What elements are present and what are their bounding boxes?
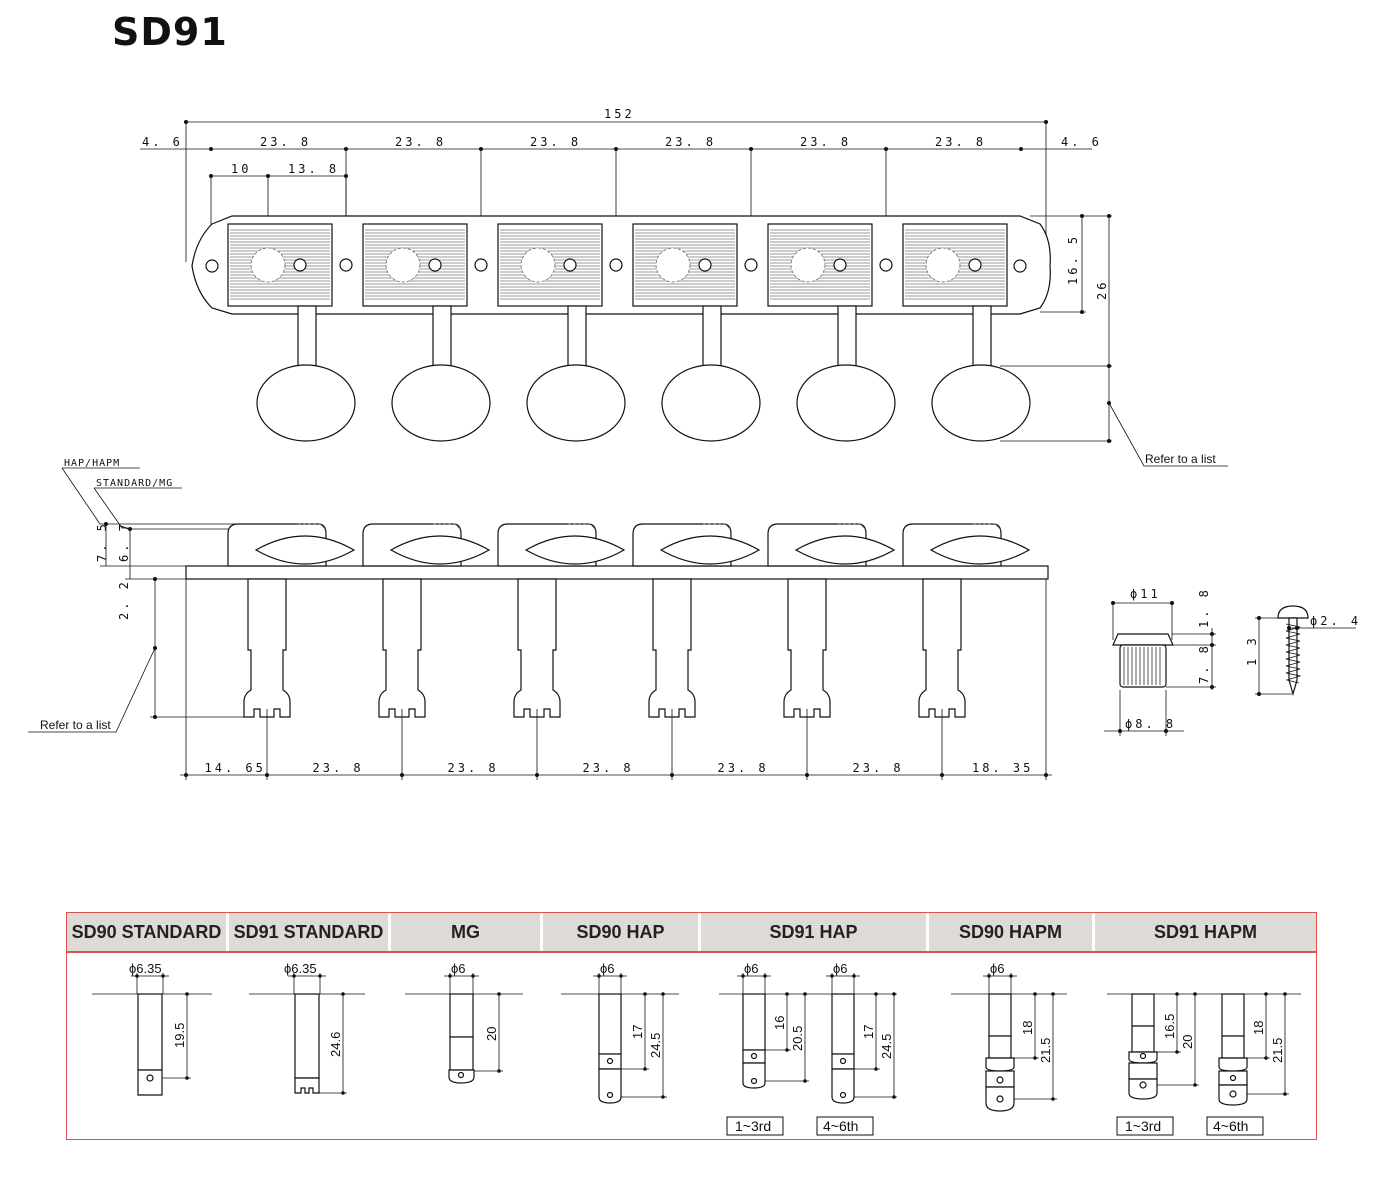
standard-label: STANDARD/MG	[96, 478, 174, 489]
bottom-dim-label: 23. 8	[852, 761, 904, 775]
sd91-hap-range-b: 4~6th	[823, 1118, 859, 1134]
sd91-hap-dia-b: ϕ6	[833, 961, 848, 976]
bushing-top-dia: ϕ11	[1130, 587, 1161, 601]
hap-label: HAP/HAPM	[64, 458, 121, 469]
sd90-std-dia: ϕ6.35	[129, 961, 162, 976]
edge-right-label: 4. 6	[1061, 135, 1102, 149]
sd91-hap-outer-a: 20.5	[790, 1025, 805, 1051]
edge-left-label: 4. 6	[142, 135, 183, 149]
variant-mg	[405, 961, 523, 1083]
side-callout: Refer to a list	[40, 718, 111, 732]
sub-dim-b-label: 13. 8	[288, 162, 340, 176]
sd90-hapm-inner: 18	[1020, 1020, 1035, 1035]
sd91-hapm-inner-b: 18	[1251, 1020, 1266, 1035]
spacing-label: 23. 8	[530, 135, 582, 149]
side-view	[28, 458, 1052, 780]
sd91-hapm-range-a: 1~3rd	[1125, 1118, 1162, 1134]
header-sd91-hap: SD91 HAP	[701, 913, 929, 951]
overall-length-label: 152	[604, 107, 635, 121]
variant-sd90-standard	[92, 961, 212, 1095]
variant-sd91-standard	[249, 961, 365, 1095]
tuner-unit-side	[363, 524, 489, 780]
bottom-dim-label: 14. 65	[204, 761, 266, 775]
sd91-hap-outer-b: 24.5	[879, 1033, 894, 1059]
sd90-hapm-dia: ϕ6	[990, 961, 1005, 976]
top-callout: Refer to a list	[1145, 452, 1216, 466]
bushing-drawing	[1104, 587, 1216, 736]
sd90-hap-outer: 24.5	[648, 1032, 663, 1058]
total-height-label: 26	[1095, 279, 1109, 300]
tuner-unit-side	[228, 524, 354, 780]
spacing-label: 23. 8	[800, 135, 852, 149]
header-sd90-standard: SD90 STANDARD	[67, 913, 229, 951]
sd91-hap-range-a: 1~3rd	[735, 1118, 772, 1134]
variant-sd90-hap	[561, 961, 679, 1103]
sd90-hap-dia: ϕ6	[600, 961, 615, 976]
side-plate-label: 2. 2	[117, 579, 131, 620]
sd91-hapm-range-b: 4~6th	[1213, 1118, 1249, 1134]
mg-dia: ϕ6	[451, 961, 466, 976]
spacing-label: 23. 8	[665, 135, 717, 149]
mg-len: 20	[484, 1026, 499, 1041]
screw-drawing	[1245, 606, 1361, 696]
std-height-label: 6. 7	[117, 521, 131, 562]
sd90-std-len: 19.5	[172, 1022, 187, 1048]
bottom-dim-label: 23. 8	[312, 761, 364, 775]
plate-height-label: 16. 5	[1066, 233, 1080, 285]
sd91-hapm-outer-b: 21.5	[1270, 1037, 1285, 1063]
page-title: SD91	[112, 10, 228, 54]
sd91-hapm-outer-a: 20	[1180, 1034, 1195, 1049]
screw-length-label: 1 3	[1245, 635, 1259, 666]
spacing-label: 23. 8	[260, 135, 312, 149]
variant-sd91-hap	[719, 961, 897, 1135]
bottom-dim-label: 23. 8	[582, 761, 634, 775]
screw-dia-label: ϕ2. 4	[1310, 614, 1362, 628]
sd91-hapm-inner-a: 16.5	[1162, 1013, 1177, 1039]
header-sd90-hapm: SD90 HAPM	[929, 913, 1095, 951]
bushing-flange-label: 1. 8	[1197, 587, 1211, 628]
bushing-height-label: 7. 8	[1197, 643, 1211, 684]
sd91-hap-inner-a: 16	[772, 1015, 787, 1030]
spacing-label: 23. 8	[395, 135, 447, 149]
tuner-unit-side	[498, 524, 624, 780]
sd91-hap-dia-a: ϕ6	[744, 961, 759, 976]
hap-height-label: 7. 5	[95, 521, 109, 562]
bottom-dim-label: 23. 8	[717, 761, 769, 775]
sd90-hapm-outer: 21.5	[1038, 1037, 1053, 1063]
variant-drawings	[67, 953, 1316, 1139]
bottom-dim-label: 18. 35	[972, 761, 1034, 775]
spacing-label: 23. 8	[935, 135, 987, 149]
header-sd91-standard: SD91 STANDARD	[229, 913, 391, 951]
sd91-std-dia: ϕ6.35	[284, 961, 317, 976]
top-view-part	[192, 216, 1050, 441]
sd91-hap-inner-b: 17	[861, 1024, 876, 1039]
header-sd91-hapm: SD91 HAPM	[1095, 913, 1316, 951]
tuner-unit-side	[768, 524, 894, 780]
header-sd90-hap: SD90 HAP	[543, 913, 701, 951]
variant-sd90-hapm	[951, 961, 1067, 1111]
sd90-hap-inner: 17	[630, 1024, 645, 1039]
variants-table	[66, 912, 1317, 1140]
bushing-bottom-dia: ϕ8. 8	[1125, 717, 1177, 731]
tuner-unit-side	[903, 524, 1029, 780]
header-mg: MG	[391, 913, 543, 951]
sub-dim-a-label: 10	[231, 162, 252, 176]
sd91-std-len: 24.6	[328, 1031, 343, 1057]
tuner-unit-side	[633, 524, 759, 780]
bottom-dim-label: 23. 8	[447, 761, 499, 775]
variant-sd91-hapm	[1107, 992, 1301, 1135]
